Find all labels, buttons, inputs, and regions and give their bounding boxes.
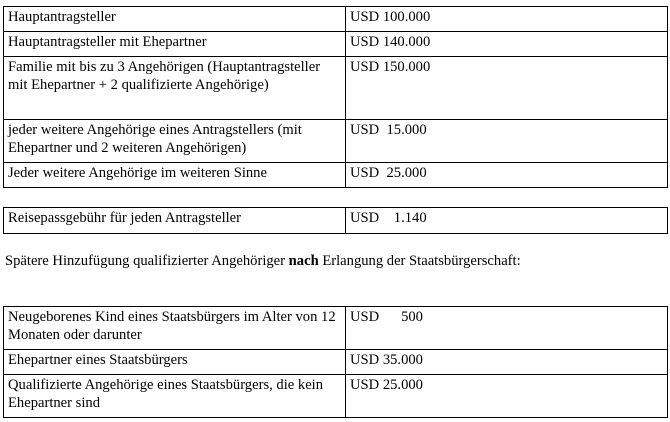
note-text-after: Erlangung der Staatsbürgerschaft:	[318, 253, 521, 269]
row-label: Reisepassgebühr für jeden Antragsteller	[4, 208, 346, 234]
row-amount: USD 25.000	[346, 163, 668, 188]
row-amount: USD 100.000	[346, 7, 668, 32]
row-label: Ehepartner eines Staatsbürgers	[4, 350, 346, 375]
later-addition-note	[5, 252, 521, 270]
table-row	[4, 57, 668, 120]
table-row	[4, 32, 668, 57]
row-label: Hauptantragsteller mit Ehepartner	[4, 32, 346, 57]
row-amount: USD 500	[346, 307, 668, 350]
table-row	[4, 350, 668, 375]
row-amount: USD 150.000	[346, 57, 668, 120]
row-label: Qualifizierte Angehörige eines Staatsbürgers, die kein Ehepartner sind	[4, 375, 346, 418]
row-amount: USD 140.000	[346, 32, 668, 57]
table-row	[4, 208, 668, 234]
row-label: Familie mit bis zu 3 Angehörigen (Hauptantragsteller mit Ehepartner + 2 qualifizierte Angehörige)	[4, 57, 346, 120]
row-amount: USD 25.000	[346, 375, 668, 418]
table-row	[4, 7, 668, 32]
table-row	[4, 163, 668, 188]
table-row	[4, 307, 668, 350]
note-text-before: Spätere Hinzufügung qualifizierter Angehöriger	[5, 253, 289, 269]
fee-table-later-addition	[3, 306, 668, 418]
table-row	[4, 375, 668, 418]
passport-fee-table	[3, 207, 668, 234]
fee-table-main	[3, 6, 668, 188]
note-text-bold: nach	[288, 253, 319, 269]
row-label: Hauptantragsteller	[4, 7, 346, 32]
row-amount: USD 1.140	[346, 208, 668, 234]
row-label: Neugeborenes Kind eines Staatsbürgers im Alter von 12 Monaten oder darunter	[4, 307, 346, 350]
row-label: jeder weitere Angehörige eines Antragstellers (mit Ehepartner und 2 weiteren Angehörigen)	[4, 120, 346, 163]
row-label: Jeder weitere Angehörige im weiteren Sinne	[4, 163, 346, 188]
row-amount: USD 15.000	[346, 120, 668, 163]
row-amount: USD 35.000	[346, 350, 668, 375]
table-row	[4, 120, 668, 163]
